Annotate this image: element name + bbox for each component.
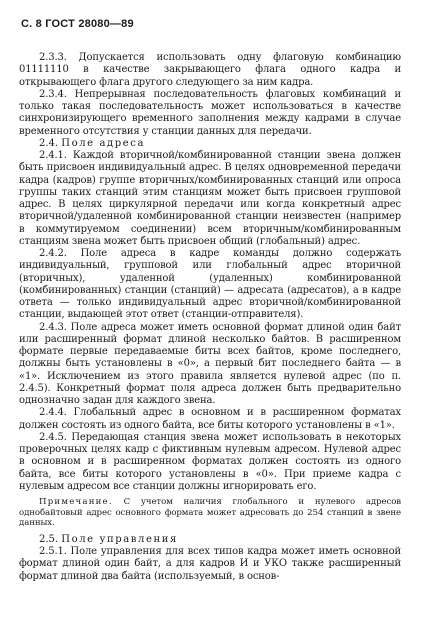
paragraph-2-4-1: 2.4.1. Каждой вторичной/комбинированной станции звена должен быть присвоен индивидуальный адрес. В целях одновременной передачи кадра (кадров) группе вторичных/комбинированных станций или опроса группы таких станций этим станциям может быть присвоен групповой адрес. В целях циркулярной передачи или когда конкретный адрес вторичной/удаленной комбинированной станции неизвестен (например в коммутируемом соединении) всем вторичным/комбинированным станциям звена может быть присвоен общий (глобальный) адрес. — [19, 150, 401, 247]
page-number: С. 8 — [21, 18, 42, 30]
note-text: С учетом наличия глобального и нулевого адресов однобайтовый адрес основного формата может адресовать до 254 станций в звене данных. — [19, 497, 402, 529]
paragraph-2-4-2: 2.4.2. Поле адреса в кадре команды должно содержать индивидуальный, групповой или глобальный адрес вторичной (вторичных), удаленной (удаленных) комбинированной (комбинированных) станции (станций) — адресата (адресатов), а в кадре ответа — только индивидуальный адрес вторичной/комбинированной станции, выдающей этот ответ (станции-отправителя). — [19, 248, 401, 321]
section-heading-2-4 — [19, 138, 401, 150]
section-number: 2.4. — [39, 137, 59, 149]
paragraph-2-3-3: 2.3.3. Допускается использовать одну флаговую комбинацию 01111110 в качестве закрывающего флага одного кадра и открывающего флага другого следующего за ним кадра. — [19, 52, 401, 88]
section-title: Поле управления — [61, 533, 178, 545]
note-label: Примечание. — [39, 497, 113, 507]
paragraph-2-3-4: 2.3.4. Непрерывная последовательность флаговых комбинаций и только такая последовательность может использоваться в качестве синхронизирующего временного заполнения между кадрами в случае временного отсутствия у станции данных для передачи. — [19, 88, 401, 137]
page-header — [21, 18, 401, 32]
paragraph-2-4-3: 2.4.3. Поле адреса может иметь основной формат длиной один байт или расширенный формат длиной несколько байтов. В расширенном формате первые передаваемые биты всех байтов, кроме последнего, должны быть установлены в «0», а первый бит последнего байта — в «1». Исключением из этого правила является нулевой адрес (по п. 2.4.5). Конкретный формат поля адреса должен быть предварительно однозначно задан для каждого звена. — [19, 321, 401, 406]
section-title: Поле адреса — [61, 137, 146, 149]
paragraph-2-4-4: 2.4.4. Глобальный адрес в основном и в расширенном форматах должен состоять из одного байта, все биты которого установлены в «1». — [19, 407, 401, 431]
paragraph-2-5-1: 2.5.1. Поле управления для всех типов кадра может иметь основной формат длиной один байт, а для кадров И и УКО также расширенный формат длиной два байта (используемый, в основ- — [19, 546, 401, 582]
paragraph-2-4-5: 2.4.5. Передающая станция звена может использовать в некоторых проверочных целях кадр с фиктивным нулевым адресом. Нулевой адрес в основном и в расширенном форматах должен состоять из одного байта, все биты которого установлены в «0». При приеме кадра с нулевым адресом все станции должны игнорировать его. — [19, 431, 401, 492]
section-heading-2-5 — [19, 534, 401, 546]
section-number: 2.5. — [39, 533, 59, 545]
note — [19, 497, 401, 529]
standard-code: ГОСТ 28080—89 — [45, 18, 134, 30]
